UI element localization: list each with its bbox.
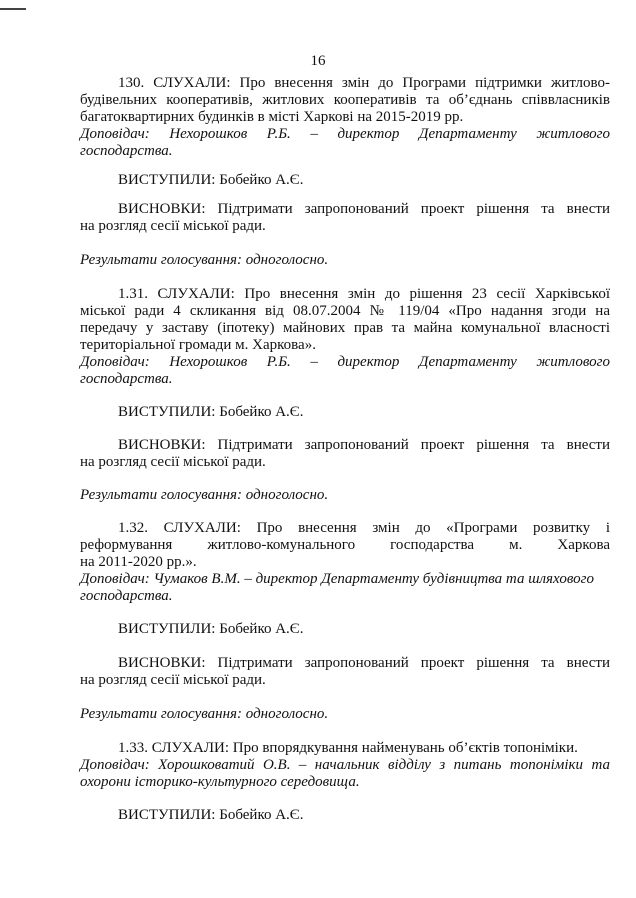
item-131-vote: Результати голосування: одноголосно. [80, 487, 329, 503]
item-131-heading-line: територіальної громади м. Харкова». [80, 337, 316, 353]
item-130-spoke: ВИСТУПИЛИ: Бобейко А.Є. [118, 172, 304, 188]
item-131-speaker: Доповідач: Нехорошков Р.Б. – директор Департаменту житлового [80, 354, 610, 370]
item-132-spoke: ВИСТУПИЛИ: Бобейко А.Є. [118, 621, 304, 637]
item-130-conclusion: ВИСНОВКИ: Підтримати запропонований проект рішення та внести [118, 201, 610, 217]
item-132-heading-line: реформування житлово-комунального господарства м. Харкова [80, 537, 610, 553]
item-131-conclusion: ВИСНОВКИ: Підтримати запропонований проект рішення та внести [118, 437, 610, 453]
scan-mark [0, 8, 26, 10]
item-132-heading-line: на 2011-2020 рр.». [80, 554, 197, 570]
item-132-conclusion-line: на розгляд сесії міської ради. [80, 672, 266, 688]
item-131-spoke: ВИСТУПИЛИ: Бобейко А.Є. [118, 404, 304, 420]
item-133-speaker: Доповідач: Хорошковатий О.В. – начальник відділу з питань топоніміки та [80, 757, 610, 773]
item-130-vote: Результати голосування: одноголосно. [80, 252, 329, 268]
item-132-speaker: Доповідач: Чумаков В.М. – директор Департаменту будівництва та шляхового [80, 571, 594, 587]
item-130-heading-line: багатоквартирних будинків в місті Харкові на 2015-2019 рр. [80, 109, 464, 125]
item-130-speaker-line: господарства. [80, 143, 173, 159]
item-131-conclusion-line: на розгляд сесії міської ради. [80, 454, 266, 470]
item-130-conclusion-line: на розгляд сесії міської ради. [80, 218, 266, 234]
item-131-speaker-line: господарства. [80, 371, 173, 387]
item-130-speaker: Доповідач: Нехорошков Р.Б. – директор Департаменту житлового [80, 126, 610, 142]
page-number: 16 [310, 53, 326, 69]
item-132-heading: 1.32. СЛУХАЛИ: Про внесення змін до «Програми розвитку і [118, 520, 610, 536]
item-131-heading-line: міської ради 4 скликання від 08.07.2004 № 119/04 «Про надання згоди на [80, 303, 610, 319]
item-133-spoke: ВИСТУПИЛИ: Бобейко А.Є. [118, 807, 304, 823]
item-133-heading: 1.33. СЛУХАЛИ: Про впорядкування найменувань об’єктів топоніміки. [118, 740, 578, 756]
item-132-conclusion: ВИСНОВКИ: Підтримати запропонований проект рішення та внести [118, 655, 610, 671]
item-133-speaker-line: охорони історико-культурного середовища. [80, 774, 360, 790]
item-131-heading: 1.31. СЛУХАЛИ: Про внесення змін до рішення 23 сесії Харківської [118, 286, 610, 302]
item-132-vote: Результати голосування: одноголосно. [80, 706, 329, 722]
item-130-heading: 130. СЛУХАЛИ: Про внесення змін до Програми підтримки житлово- [118, 75, 610, 91]
item-131-heading-line: передачу у заставу (іпотеку) майнових прав та майна комунальної власності [80, 320, 610, 336]
item-130-heading-line: будівельних кооперативів, житлових кооперативів та об’єднань співвласників [80, 92, 610, 108]
item-132-speaker-line: господарства. [80, 588, 173, 604]
